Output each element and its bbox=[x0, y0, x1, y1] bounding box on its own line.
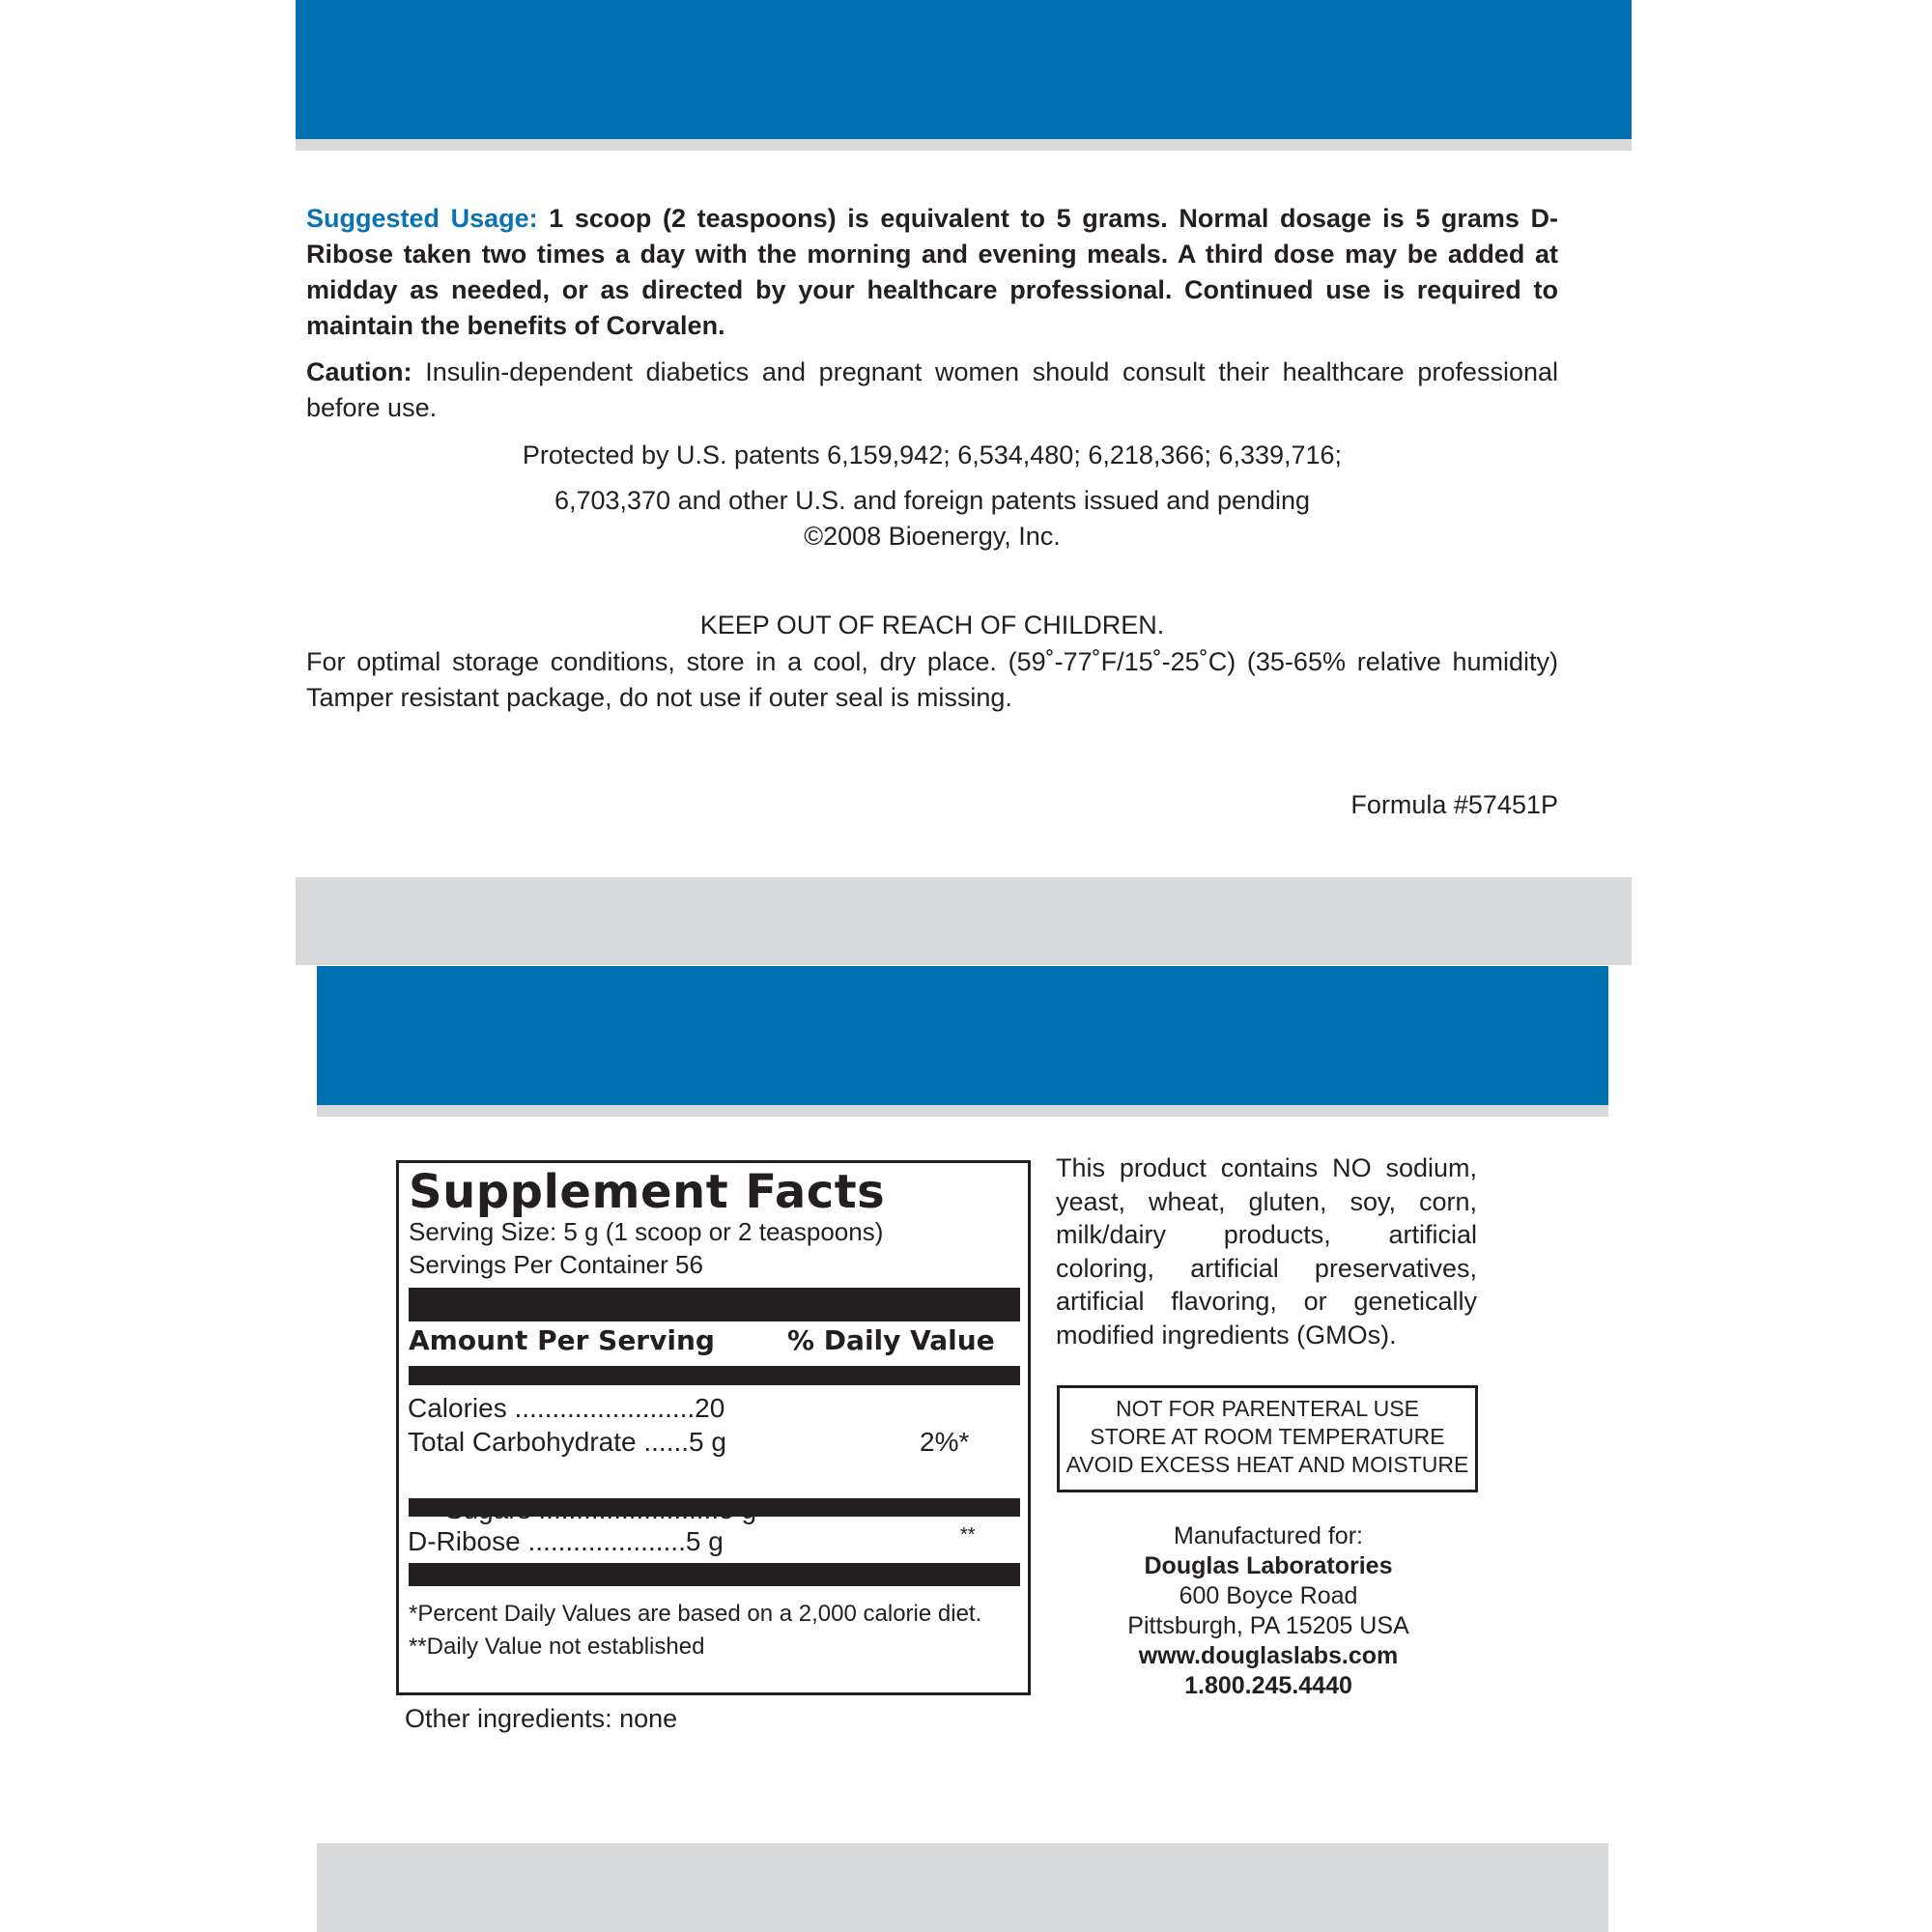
daily-value-header: % Daily Value bbox=[787, 1324, 995, 1356]
formula-number: Formula #57451P bbox=[1350, 790, 1558, 819]
warning-line: AVOID EXCESS HEAT AND MOISTURE bbox=[1065, 1452, 1469, 1477]
free-from-statement: This product contains NO sodium, yeast, wheat, gluten, soy, corn, milk/dairy products, artificial coloring, artificial preservatives, artificial flavoring, or genetically modified ingredients (GMOs). bbox=[1056, 1153, 1477, 1350]
bottom-blue-band bbox=[317, 966, 1608, 1105]
nutrient-label: Calories ........................20 bbox=[408, 1393, 725, 1423]
manufacturer-info bbox=[1056, 1521, 1481, 1701]
warning-line: NOT FOR PARENTERAL USE bbox=[1116, 1396, 1419, 1421]
thick-divider bbox=[409, 1563, 1020, 1586]
storage-warnings-box bbox=[1057, 1385, 1478, 1492]
nutrient-row-d-ribose bbox=[408, 1524, 1016, 1558]
storage-instructions: For optimal storage conditions, store in a cool, dry place. (59˚-77˚F/15˚-25˚C) (35-65% relative humidity) Tamper resistant package, do not use if outer seal is missing. bbox=[306, 647, 1558, 712]
footnote-daily-values: *Percent Daily Values are based on a 2,000 calorie diet. bbox=[409, 1601, 982, 1627]
nutrient-label: D-Ribose .....................5 g bbox=[408, 1526, 724, 1556]
patents-line-1: Protected by U.S. patents 6,159,942; 6,534,480; 6,218,366; 6,339,716; bbox=[522, 440, 1343, 469]
manufacturer-website: www.douglaslabs.com bbox=[1138, 1642, 1399, 1669]
top-gray-strip bbox=[296, 139, 1632, 151]
caution bbox=[306, 355, 1558, 426]
thick-divider bbox=[409, 1288, 1020, 1321]
medium-divider bbox=[409, 1498, 1020, 1517]
nutrient-dv: ** bbox=[960, 1524, 976, 1546]
medium-divider bbox=[409, 1366, 1020, 1385]
suggested-usage-text: 1 scoop (2 teaspoons) is equivalent to 5 grams. Normal dosage is 5 grams D-Ribose taken two times a day with the morning and evening meals. A third dose may be added at midday as needed, or as directed by your healthcare professional. Continued use is required to maintain the benefits of Corvalen. bbox=[306, 204, 1558, 340]
patents-line-2: 6,703,370 and other U.S. and foreign patents issued and pending bbox=[554, 486, 1311, 515]
manufactured-for-label: Manufactured for: bbox=[1174, 1522, 1363, 1549]
nutrient-row-total-carbohydrate bbox=[408, 1425, 1016, 1459]
other-ingredients: Other ingredients: none bbox=[405, 1704, 678, 1733]
manufacturer-street: 600 Boyce Road bbox=[1179, 1582, 1358, 1609]
suggested-usage bbox=[306, 201, 1558, 344]
manufacturer-city: Pittsburgh, PA 15205 USA bbox=[1127, 1612, 1409, 1639]
nutrient-dv: 2%* bbox=[920, 1427, 970, 1457]
copyright: ©2008 Bioenergy, Inc. bbox=[804, 522, 1061, 551]
warning-line: STORE AT ROOM TEMPERATURE bbox=[1090, 1424, 1445, 1449]
manufacturer-phone: 1.800.245.4440 bbox=[1184, 1672, 1352, 1699]
manufacturer-name: Douglas Laboratories bbox=[1144, 1552, 1393, 1579]
supplement-facts-panel bbox=[396, 1160, 1031, 1695]
caution-label: Caution: bbox=[306, 357, 412, 386]
nutrient-label: Total Carbohydrate ......5 g bbox=[408, 1427, 726, 1457]
servings-per-container: Servings Per Container 56 bbox=[409, 1250, 703, 1279]
footnote-not-established: **Daily Value not established bbox=[409, 1634, 705, 1660]
middle-gray-band bbox=[296, 877, 1632, 965]
caution-text: Insulin-dependent diabetics and pregnant women should consult their healthcare professional before use. bbox=[306, 357, 1558, 422]
top-blue-band bbox=[296, 0, 1632, 139]
amount-per-serving-header: Amount Per Serving bbox=[409, 1324, 715, 1356]
bottom-gray-strip bbox=[317, 1105, 1608, 1117]
serving-size: Serving Size: 5 g (1 scoop or 2 teaspoons) bbox=[409, 1217, 884, 1246]
nutrient-row-calories bbox=[408, 1391, 1016, 1425]
keep-out-of-reach: KEEP OUT OF REACH OF CHILDREN. bbox=[699, 611, 1165, 639]
suggested-usage-label: Suggested Usage: bbox=[306, 204, 538, 233]
bottom-gray-band bbox=[317, 1843, 1608, 1932]
supplement-facts-title: Supplement Facts bbox=[409, 1165, 886, 1219]
